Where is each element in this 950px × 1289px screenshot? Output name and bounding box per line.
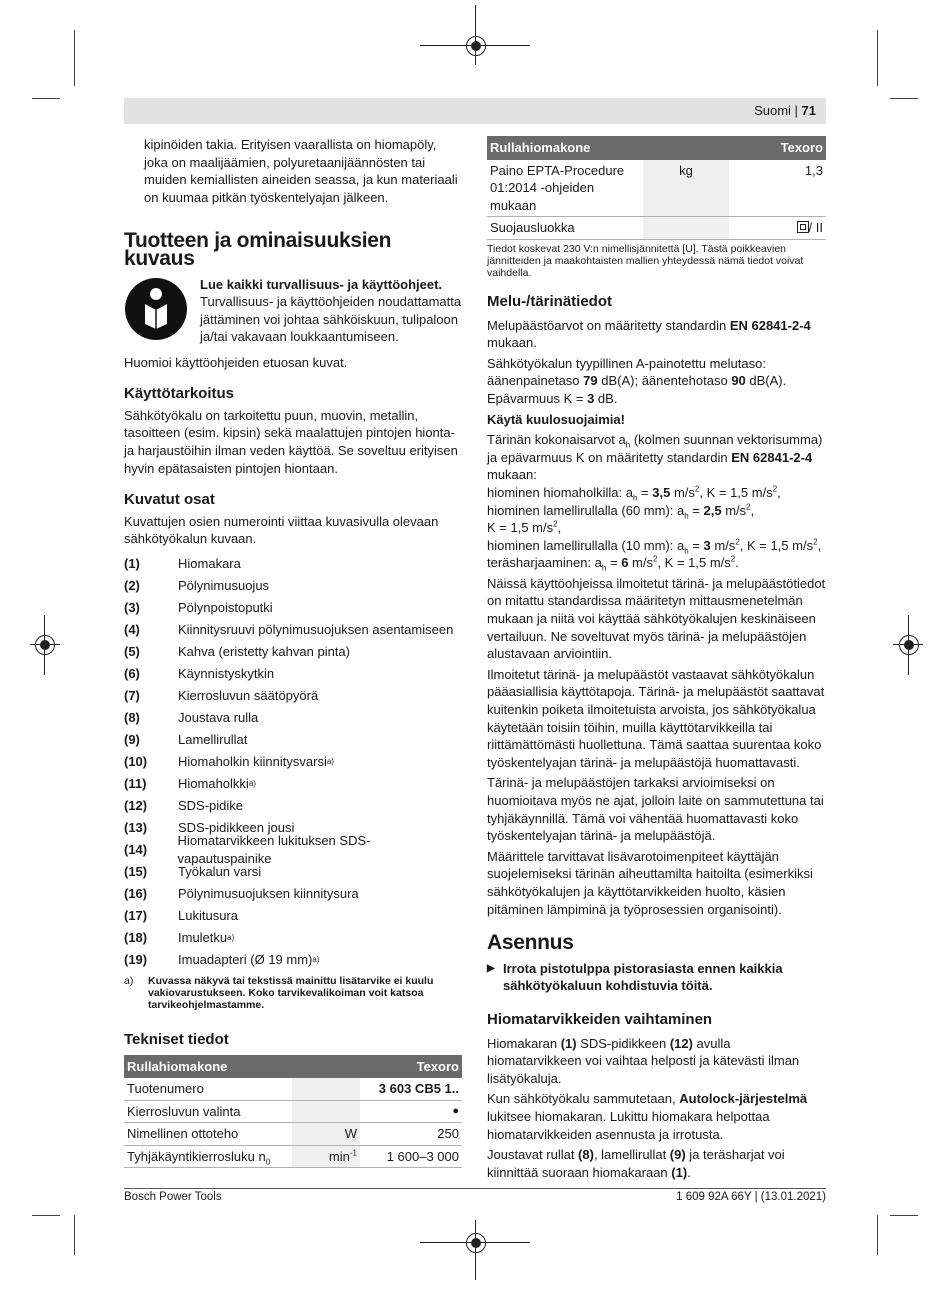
parts-footnote-text: Kuvassa näkyvä tai tekstissä mainittu lisätarvike ei kuulu vakiovarustukseen. Koko tarvikevalikoiman voit katsoa tarvikeohjelmastamme. — [148, 974, 434, 1011]
section-title: Tuotteen ja ominaisuuksien kuvaus — [124, 229, 392, 270]
purpose-title: Käyttötarkoitus — [124, 385, 235, 403]
assembly-bullet — [487, 960, 826, 995]
table-row — [124, 1123, 462, 1146]
list-item — [124, 575, 462, 597]
list-item — [124, 597, 462, 619]
header-language: Suomi — [754, 103, 791, 118]
text: Tärinän kokonaisarvot a — [487, 432, 626, 448]
part-label: Kiinnitysruuvi pölynimusuojuksen asentamiseen — [178, 622, 454, 638]
tech-row-unit — [292, 1078, 360, 1100]
parts-list — [124, 553, 462, 971]
warning-bold: Lue kaikki turvallisuus- ja käyttöohjeet. — [200, 276, 443, 292]
tech-head-left: Rullahiomakone — [127, 1058, 228, 1074]
t: , K = 1,5 m/s — [699, 484, 773, 500]
s: h — [684, 546, 689, 556]
part-number: (18) — [124, 930, 148, 946]
part-number: (13) — [124, 820, 148, 836]
warning-body: Turvallisuus- ja käyttöohjeiden noudattamatta jättäminen voi johtaa sähköiskuun, tulipaloon ja/tai vakavaan loukkaantumiseen. — [200, 294, 462, 345]
value: 90 — [731, 373, 746, 389]
part-number: (10) — [124, 754, 148, 770]
ref: (1) — [671, 1164, 688, 1180]
tech-row-unit — [292, 1145, 360, 1168]
noise-paragraph-2 — [487, 355, 826, 408]
text: mukaan: — [487, 467, 537, 483]
list-item — [124, 707, 462, 729]
ref: (12) — [669, 1035, 693, 1051]
vibration-line — [487, 484, 826, 502]
v: 6 — [621, 555, 629, 571]
part-label: Imuletku — [178, 930, 228, 946]
spec-table-continued — [487, 136, 826, 240]
vibration-paragraph-2: Näissä käyttöohjeissa ilmoitetut tärinä- ja melupäästötiedot on mitattu standardissa määritetyn mittausmenetelmän mukaan ja niitä voi käyttää sähkötyökalujen keskinäiseen vertailuun. Ne soveltuvat myös tärinä- ja melupäästöjen alustavaan arviointiin. — [487, 575, 826, 662]
text: (kolmen suunnan vektorisumma) ja epävarmuus K on määritetty standardin — [487, 432, 823, 465]
part-label: Joustava rulla — [178, 710, 259, 726]
list-item — [124, 641, 462, 663]
footer-right: 1 609 92A 66Y | (13.01.2021) — [676, 1191, 826, 1203]
part-label: Pölynpoistoputki — [178, 600, 273, 616]
value: 3 — [587, 390, 595, 406]
p: 2 — [813, 537, 818, 547]
part-label: Lukitusura — [178, 908, 238, 924]
s: h — [601, 563, 607, 573]
p: 2 — [735, 537, 740, 547]
vibration-paragraph-1 — [487, 431, 826, 484]
tech-row-value: 250 — [360, 1123, 462, 1146]
assembly-title: Asennus — [487, 931, 574, 955]
part-number: (15) — [124, 864, 148, 880]
part-label: Kierrosluvun säätöpyörä — [178, 688, 319, 704]
p: 2 — [694, 484, 700, 494]
t: = — [688, 502, 704, 518]
spec-table-header — [487, 136, 826, 160]
list-item — [124, 905, 462, 927]
tech-row-value: 1 600–3 000 — [360, 1145, 462, 1168]
t: m/s — [710, 537, 736, 553]
purpose-text: Sähkötyökalu on tarkoitettu puun, muovin, metallin, tasoitteen (esim. kipsin) sekä maalattujen pintojen hionta- ja harjaustöihin ilman veden käyttöä. Se soveltuu erityisen hyvin epätasaisten pintojen hiontaan. — [124, 407, 458, 476]
list-item — [124, 553, 462, 575]
t: Kun sähkötyökalu sammutetaan, — [487, 1091, 680, 1107]
change-paragraph-1 — [487, 1035, 826, 1088]
sub: h — [625, 440, 631, 450]
list-item — [124, 729, 462, 751]
vibration-paragraph-4: Tärinä- ja melupäästöjen tarkaksi arvioimiseksi on huomioitava myös ne ajat, jolloin laite on sammutettuna tai tyhjäkäynnillä. Tämä voi vähentää huomattavasti koko työskentelyajan tärinä- ja melupäästöjä. — [487, 775, 824, 844]
part-label: Pölynimusuojuksen kiinnitysura — [178, 886, 359, 902]
tech-row-unit: W — [292, 1123, 360, 1146]
intro-paragraph: kipinöiden takia. Erityisen vaarallista on hiomapöly, joka on maalijäämien, polyuretaanijäännösten tai muiden kemiallisten aineiden seassa, ja kun materiaali on kuumaa pitkän työskentelyajan jälkeen. — [144, 137, 458, 205]
v: 2,5 — [703, 502, 722, 518]
list-item — [124, 883, 462, 905]
vibration-paragraph-3: Ilmoitetut tärinä- ja melupäästöt vastaavat sähkötyökalun pääasiallisia käyttötapoja. Tärinä- ja melupäästöt saattavat kuitenkin poiketa ilmoitetuista arvoista, jos sähkötyökalua käytetään toisiin töihin, muilla käyttötarvikkeilla tai riittämättömästi huollettuna. Tämä saattaa suurentaa koko työskentelyajan tärinä- ja melupäästöjä huomattavasti. — [487, 666, 825, 770]
noise-title: Melu-/tärinätiedot — [487, 292, 613, 310]
protection-class-ii-icon — [797, 221, 809, 233]
part-label: Kahva (eristetty kahvan pinta) — [178, 644, 350, 660]
vibration-line — [487, 519, 826, 537]
warning-block — [124, 276, 462, 354]
standard: EN 62841-2-4 — [731, 449, 813, 465]
s: h — [632, 493, 638, 503]
t: , — [750, 502, 755, 518]
spec-row-unit — [643, 217, 729, 240]
list-item — [124, 795, 462, 817]
list-item: (10) Hiomaholkin kiinnitysvarsi a) — [124, 754, 334, 770]
part-label: Hiomakara — [178, 556, 241, 572]
change-paragraph-2 — [487, 1090, 826, 1143]
part-number: (8) — [124, 710, 140, 726]
left-column — [124, 136, 462, 1168]
spec-row-label: Paino EPTA-Procedure 01:2014 -ohjeiden mukaan — [487, 160, 643, 217]
list-item: (19) Imuadapteri (Ø 19 mm) a) — [124, 952, 320, 968]
ref: (9) — [669, 1147, 686, 1163]
t: avulla hiomatarvikkeen voi vaihtaa helposti ja kätevästi ilman lisätyökaluja. — [487, 1035, 800, 1086]
t: K = 1,5 m/s — [487, 520, 554, 536]
part-label: Käynnistyskytkin — [178, 666, 275, 682]
tech-row-unit-sup: -1 — [349, 1148, 357, 1158]
part-label: SDS-pidikkeen jousi — [178, 820, 295, 836]
change-paragraph-3 — [487, 1146, 826, 1181]
text: dB(A); äänentehotaso — [597, 373, 732, 389]
part-number: (12) — [124, 798, 148, 814]
t: ja teräsharjat voi kiinnittää suoraan hiomakaraan — [487, 1147, 785, 1180]
table-row — [487, 160, 826, 217]
header-page-label: Suomi | 71 — [754, 103, 816, 118]
t: , — [817, 537, 822, 553]
table-row — [124, 1078, 462, 1100]
part-number: (17) — [124, 908, 148, 924]
p: 2 — [652, 554, 658, 564]
noise-paragraph-1 — [487, 317, 826, 352]
table-row — [124, 1100, 462, 1123]
t: hiominen lamellirullalla (60 mm): a — [487, 502, 685, 518]
change-title: Hiomatarvikkeiden vaihtaminen — [487, 1010, 713, 1028]
text: mukaan. — [487, 335, 537, 351]
parts-title: Kuvatut osat — [124, 491, 215, 509]
p: 2 — [746, 502, 751, 512]
t: = — [688, 537, 704, 553]
t: , — [777, 484, 781, 500]
spec-row-label: Suojausluokka — [487, 217, 643, 240]
part-number: (6) — [124, 666, 140, 682]
protection-class-value: / II — [808, 220, 823, 236]
tech-row-value: ● — [360, 1100, 462, 1123]
hearing-warning: Käytä kuulosuojaimia! — [487, 411, 625, 427]
page-header — [124, 98, 826, 124]
text: dB. — [594, 390, 618, 406]
header-page-number: 71 — [801, 103, 816, 118]
table-row — [124, 1145, 462, 1168]
warning-text — [200, 276, 462, 346]
part-label: SDS-pidike — [178, 798, 244, 814]
t: . — [687, 1164, 691, 1180]
list-item — [124, 619, 462, 641]
part-number: (7) — [124, 688, 140, 704]
list-item — [124, 685, 462, 707]
part-number: (2) — [124, 578, 140, 594]
triangle-bullet-icon: ▶ — [487, 962, 495, 974]
vibration-line — [487, 502, 826, 520]
part-number: (9) — [124, 732, 140, 748]
v: 3,5 — [652, 484, 671, 500]
t: . — [735, 555, 739, 571]
vibration-line — [487, 537, 826, 555]
table-row — [487, 217, 826, 240]
standard: EN 62841-2-4 — [729, 317, 811, 333]
p: 2 — [772, 484, 778, 494]
read-manual-icon — [125, 278, 187, 340]
spec-row-unit: kg — [643, 160, 729, 217]
tech-row-label-sub: 0 — [265, 1157, 271, 1167]
part-number: (16) — [124, 886, 148, 902]
part-label: Hiomaholkin kiinnitysvarsi — [178, 754, 327, 770]
note-text: Huomioi käyttöohjeiden etuosan kuvat. — [124, 354, 348, 370]
footer-left: Bosch Power Tools — [124, 1191, 222, 1203]
part-number: (1) — [124, 556, 140, 572]
part-number: (3) — [124, 600, 140, 616]
t: , lamellirullat — [593, 1147, 670, 1163]
p: 2 — [730, 554, 736, 564]
t: Joustavat rullat — [487, 1147, 579, 1163]
t: , K = 1,5 m/s — [739, 537, 814, 553]
tech-title: Tekniset tiedot — [124, 1030, 229, 1048]
parts-footnote-mark: a) — [124, 974, 134, 987]
text: Melupäästöarvot on määritetty standardin — [487, 317, 730, 333]
part-label: Hiomatarvikkeen lukituksen SDS-vapautuspainike — [177, 833, 371, 866]
ref: (1) — [560, 1035, 577, 1051]
spec-head-left: Rullahiomakone — [490, 140, 591, 155]
parts-footnote — [124, 975, 462, 1011]
ref: (8) — [578, 1147, 594, 1163]
p: 2 — [553, 519, 558, 529]
t: teräsharjaaminen: a — [487, 555, 602, 571]
vibration-line — [487, 554, 826, 572]
tech-table-header — [124, 1055, 462, 1079]
spec-row-value — [729, 217, 826, 240]
t: hiominen lamellirullalla (10 mm): a — [487, 537, 685, 553]
list-item: (18) Imuletku a) — [124, 930, 235, 946]
part-number: (11) — [124, 776, 147, 792]
v: 3 — [703, 537, 711, 553]
t: , — [557, 520, 562, 536]
assembly-bullet-text: Irrota pistotulppa pistorasiasta ennen kaikkia sähkötyökaluun kohdistuvia töitä. — [503, 960, 783, 994]
t: m/s — [670, 484, 695, 500]
parts-intro: Kuvattujen osien numerointi viittaa kuvasivulla olevaan sähkötyökalun kuvaan. — [124, 513, 439, 547]
list-item: (11) Hiomaholkki a) — [124, 776, 256, 792]
right-column — [487, 136, 826, 1184]
tech-row-label-text: Tyhjäkäyntikierrosluku n — [127, 1148, 266, 1164]
t: hiominen hiomaholkilla: a — [487, 484, 633, 500]
spec-head-right: Texoro — [780, 140, 823, 155]
t: = — [637, 484, 653, 500]
list-item — [124, 663, 462, 685]
part-label: Pölynimusuojus — [178, 578, 270, 594]
tech-row-value: 3 603 CB5 1.. — [360, 1078, 462, 1100]
t: , K = 1,5 m/s — [657, 555, 731, 571]
part-number: (5) — [124, 644, 140, 660]
tech-row-unit-text: min — [328, 1148, 350, 1164]
text: dB(A). Epävarmuus K = — [487, 373, 787, 406]
text: Sähkötyökalun tyypillinen A-painotettu melutaso: äänenpainetaso — [487, 355, 766, 389]
t: = — [606, 555, 622, 571]
tech-head-right: Texoro — [416, 1058, 459, 1074]
tech-row-unit — [292, 1100, 360, 1123]
tech-row-label: Nimellinen ottoteho — [124, 1123, 292, 1146]
part-label: Hiomaholkki — [178, 776, 249, 792]
tech-row-label: Tuotenumero — [124, 1078, 292, 1100]
table-note: Tiedot koskevat 230 V:n nimellisjännitettä [U]. Tästä poikkeavien jännitteiden ja maakohtaisten mallien yhteydessä nämä tiedot voivat vaihdella. — [487, 242, 804, 279]
part-number: (19) — [124, 952, 148, 968]
tech-row-label: Kierrosluvun valinta — [124, 1100, 292, 1123]
t: Hiomakaran — [487, 1035, 561, 1051]
tech-row-label — [124, 1145, 292, 1168]
tech-table — [124, 1055, 462, 1169]
t: m/s — [628, 555, 653, 571]
value: 79 — [583, 373, 598, 389]
footer-rule — [124, 1188, 826, 1189]
part-number: (4) — [124, 622, 140, 638]
part-label: Lamellirullat — [178, 732, 248, 748]
t: SDS-pidikkeen — [576, 1035, 670, 1051]
t: lukitsee hiomakaran. Lukittu hiomakara helpottaa hiomatarvikkeiden asennusta ja irrotusta. — [487, 1108, 770, 1142]
ref: Autolock-järjestelmä — [679, 1091, 808, 1107]
spec-row-value: 1,3 — [729, 160, 826, 217]
list-item — [124, 833, 462, 866]
part-label: Imuadapteri (Ø 19 mm) — [178, 952, 313, 968]
s: h — [684, 511, 689, 521]
t: m/s — [721, 502, 747, 518]
part-number: (14) — [124, 842, 148, 858]
part-label: Työkalun varsi — [178, 864, 262, 880]
vibration-values — [487, 484, 826, 572]
vibration-paragraph-5: Määrittele tarvittavat lisävarotoimenpiteet käyttäjän suojelemiseksi tärinän aiheuttamilta haitoilta (esimerkiksi sähkötyökalujen ja käyttötarvikkeiden huolto, käsien pitäminen lämpiminä ja työprosessien organisointi). — [487, 848, 813, 917]
